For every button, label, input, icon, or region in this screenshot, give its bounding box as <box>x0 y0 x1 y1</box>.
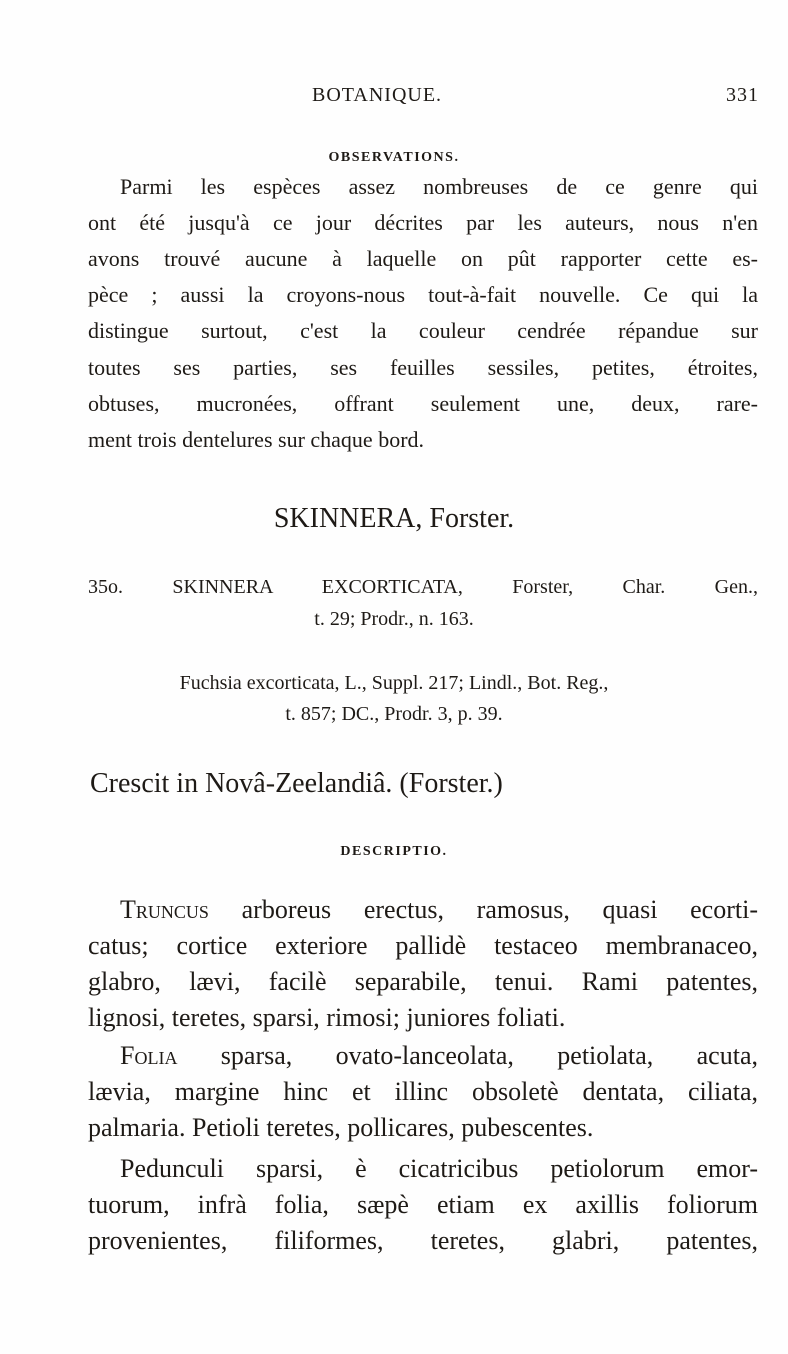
text-line: obtuses, mucronées, offrant seulement une, deux, rare- <box>88 391 758 416</box>
text-line: palmaria. Petioli teretes, pollicares, pubescentes. <box>88 1113 594 1142</box>
text-line: ont été jusqu'à ce jour décrites par les auteurs, nous n'en <box>88 210 758 235</box>
descriptio-heading: DESCRIPTIO. <box>340 844 448 859</box>
text-line: toutes ses parties, ses feuilles sessiles, petites, étroites, <box>88 355 758 380</box>
text-line: Parmi les espèces assez nombreuses de ce genre qui <box>120 174 758 199</box>
text-line: Pedunculi sparsi, è cicatricibus petiolorum emor- <box>120 1154 758 1183</box>
species-line: t. 29; Prodr., n. 163. <box>314 608 474 630</box>
page-number: 331 <box>726 84 759 106</box>
text-line: lævia, margine hinc et illinc obsoletè dentata, ciliata, <box>88 1077 758 1106</box>
text-line: glabro, lævi, facilè separabile, tenui. Rami patentes, <box>88 967 758 996</box>
running-title: BOTANIQUE. <box>312 84 443 106</box>
text-line: ment trois dentelures sur chaque bord. <box>88 427 425 452</box>
text-line <box>120 895 758 925</box>
text-line: catus; cortice exteriore pallidè testaceo membranaceo, <box>88 931 758 960</box>
text-line: lignosi, teretes, sparsi, rimosi; juniores foliati. <box>88 1003 566 1032</box>
text-line: tuorum, infrà folia, sæpè etiam ex axillis foliorum <box>88 1190 758 1219</box>
synonym-line: t. 857; DC., Prodr. 3, p. 39. <box>285 703 503 725</box>
text-line: distingue surtout, c'est la couleur cendrée répandue sur <box>88 318 758 343</box>
species-line: 35o. SKINNERA EXCORTICATA, Forster, Char. Gen., <box>88 576 758 598</box>
lead-word: Folia <box>120 1041 178 1070</box>
synonym-line: Fuchsia excorticata, L., Suppl. 217; Lindl., Bot. Reg., <box>179 672 609 694</box>
observations-heading: OBSERVATIONS. <box>328 150 460 165</box>
line-text: arboreus erectus, ramosus, quasi ecorti- <box>208 895 758 924</box>
text-line: pèce ; aussi la croyons-nous tout-à-fait nouvelle. Ce qui la <box>88 282 758 307</box>
text-line: provenientes, filiformes, teretes, glabri, patentes, <box>88 1226 758 1255</box>
habitat: Crescit in Novâ-Zeelandiâ. (Forster.) <box>90 768 503 799</box>
text-line: avons trouvé aucune à laquelle on pût rapporter cette es- <box>88 246 758 271</box>
line-text: sparsa, ovato-lanceolata, petiolata, acuta, <box>177 1041 758 1070</box>
genus-title: SKINNERA, Forster. <box>273 503 515 534</box>
lead-word: Truncus <box>120 895 209 924</box>
text-line <box>120 1041 758 1071</box>
